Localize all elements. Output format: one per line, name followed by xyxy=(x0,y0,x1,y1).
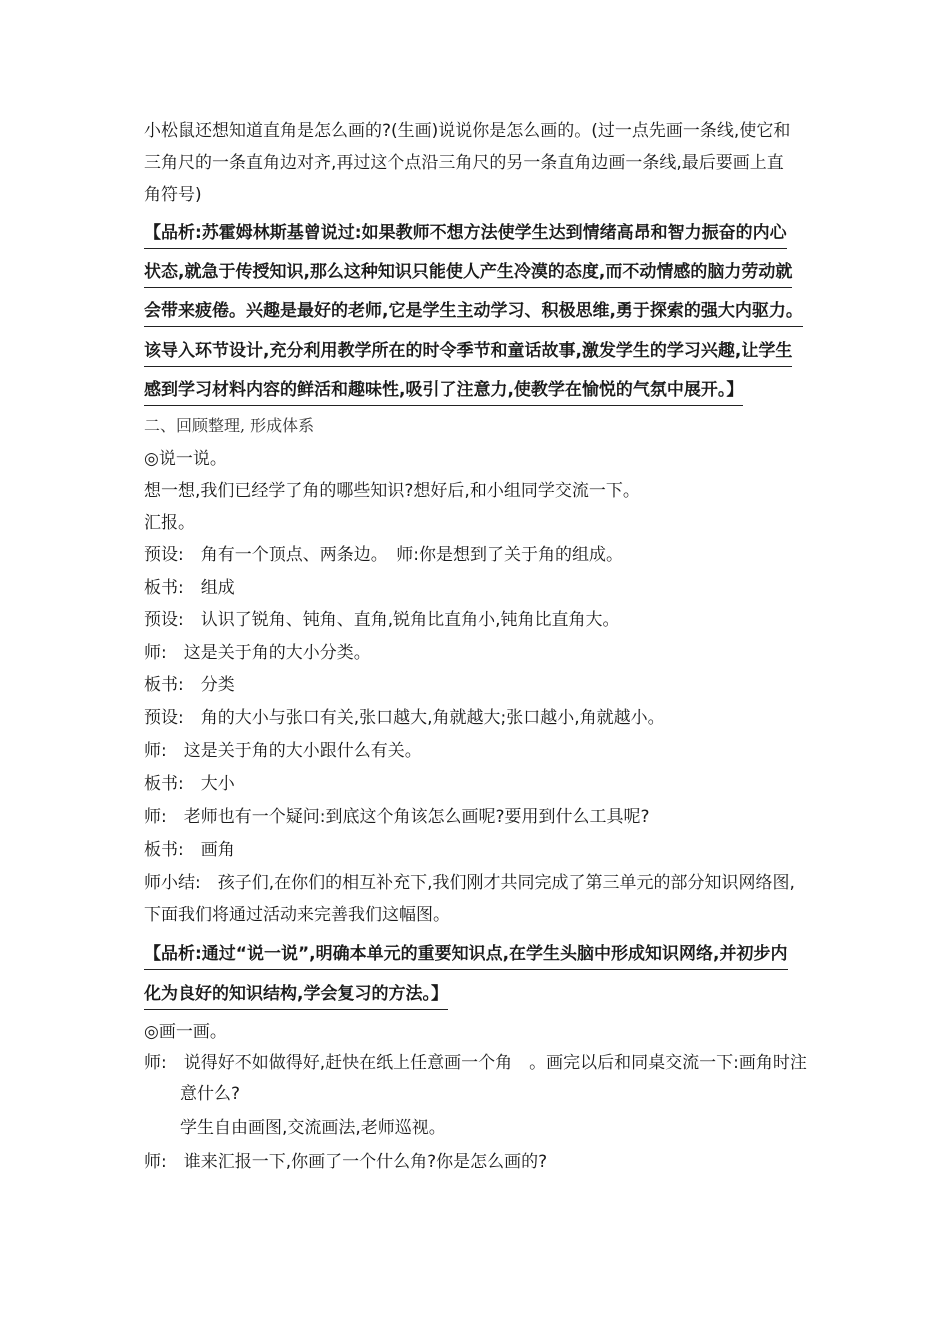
commentary-line: 【品析:苏霍姆林斯基曾说过:如果教师不想方法使学生达到情绪高昂和智力振奋的内心 xyxy=(144,220,787,249)
paragraph-line: 下面我们将通过活动来完善我们这幅图。 xyxy=(144,905,450,925)
commentary-line: 该导入环节设计,充分利用教学所在的时令季节和童话故事,激发学生的学习兴趣,让学生 xyxy=(144,338,792,367)
commentary-line: 会带来疲倦。兴趣是最好的老师,它是学生主动学习、积极思维,勇于探索的强大内驱力。 xyxy=(144,298,803,327)
board-note-line: 板书: 分类 xyxy=(144,675,235,695)
subsection-heading: ◎画一画。 xyxy=(144,1022,227,1042)
section-title: 二、回顾整理, 形成体系 xyxy=(144,416,315,435)
dialogue-line: 师小结: 孩子们,在你们的相互补充下,我们刚才共同完成了第三单元的部分知识网络图, xyxy=(144,873,795,893)
dialogue-line: 师: 谁来汇报一下,你画了一个什么角?你是怎么画的? xyxy=(144,1152,548,1172)
board-note-line: 板书: 画角 xyxy=(144,840,235,860)
commentary-line: 化为良好的知识结构,学会复习的方法。】 xyxy=(144,981,448,1010)
commentary-line: 状态,就急于传授知识,那么这种知识只能使人产生冷漠的态度,而不动情感的脑力劳动就 xyxy=(144,259,792,288)
paragraph-line: 三角尺的一条直角边对齐,再过这个点沿三角尺的另一条直角边画一条线,最后要画上直 xyxy=(144,153,784,173)
dialogue-line: 师: 老师也有一个疑问:到底这个角该怎么画呢?要用到什么工具呢? xyxy=(144,807,650,827)
commentary-line: 【品析:通过“说一说”,明确本单元的重要知识点,在学生头脑中形成知识网络,并初步内 xyxy=(144,941,788,970)
paragraph-line: 意什么? xyxy=(180,1084,241,1104)
board-note-line: 板书: 大小 xyxy=(144,774,235,794)
dialogue-line: 预设: 认识了锐角、钝角、直角,锐角比直角小,钝角比直角大。 xyxy=(144,610,620,630)
paragraph-line: 汇报。 xyxy=(144,513,195,533)
dialogue-line: 预设: 角有一个顶点、两条边。 师:你是想到了关于角的组成。 xyxy=(144,545,623,565)
dialogue-line: 师: 这是关于角的大小跟什么有关。 xyxy=(144,741,422,761)
dialogue-line: 师: 这是关于角的大小分类。 xyxy=(144,643,371,663)
subsection-heading: ◎说一说。 xyxy=(144,449,227,469)
paragraph-line: 想一想,我们已经学了角的哪些知识?想好后,和小组同学交流一下。 xyxy=(144,481,640,501)
board-note-line: 板书: 组成 xyxy=(144,578,235,598)
commentary-line: 感到学习材料内容的鲜活和趣味性,吸引了注意力,使教学在愉悦的气氛中展开。】 xyxy=(144,377,743,406)
paragraph-line: 小松鼠还想知道直角是怎么画的?(生画)说说你是怎么画的。(过一点先画一条线,使它和 xyxy=(144,121,791,141)
paragraph-line: 角符号) xyxy=(144,185,202,205)
dialogue-line: 预设: 角的大小与张口有关,张口越大,角就越大;张口越小,角就越小。 xyxy=(144,708,665,728)
dialogue-line: 师: 说得好不如做得好,赶快在纸上任意画一个角 。画完以后和同桌交流一下:画角时注 xyxy=(144,1053,807,1073)
paragraph-line: 学生自由画图,交流画法,老师巡视。 xyxy=(180,1118,446,1138)
